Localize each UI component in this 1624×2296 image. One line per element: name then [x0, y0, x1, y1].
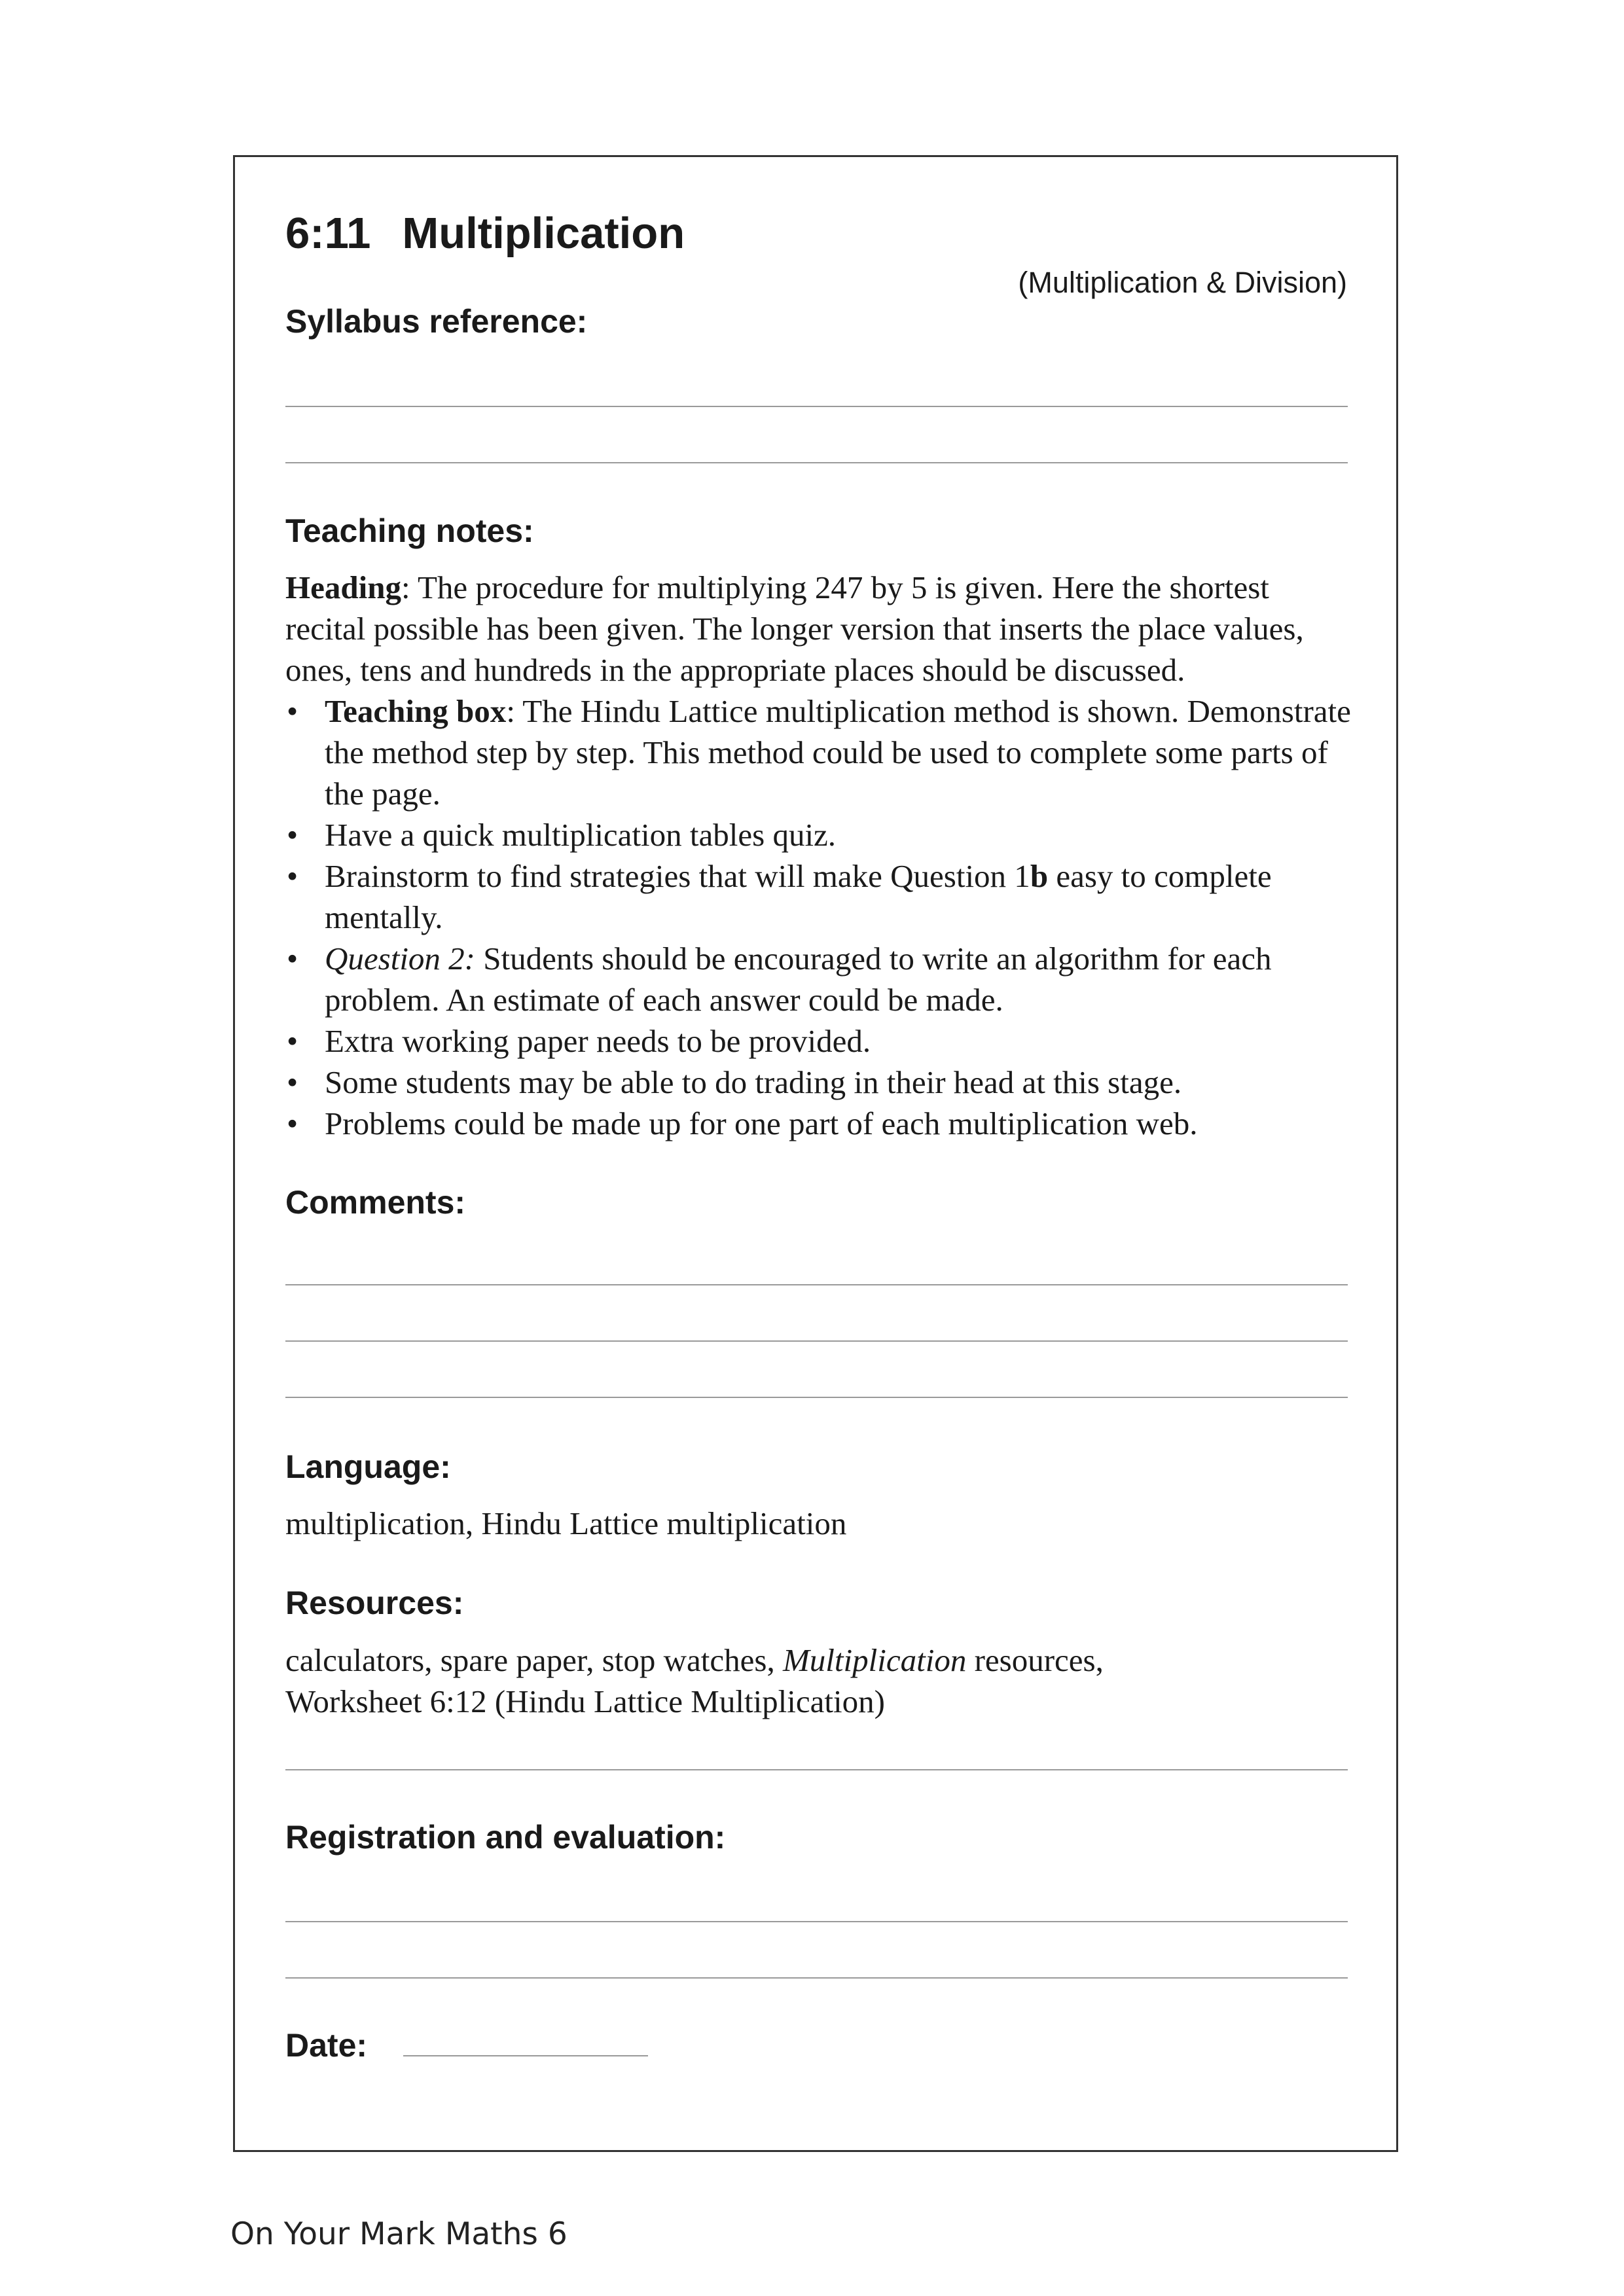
list-item — [285, 814, 1359, 855]
bullet-text: easy to complete mentally. — [325, 858, 1272, 935]
date-field-line — [403, 2055, 648, 2056]
resources-line2: Worksheet 6:12 (Hindu Lattice Multiplication) — [285, 1683, 885, 1719]
resources-heading: Resources: — [285, 1585, 464, 1621]
bullet-icon: • — [287, 1023, 298, 1059]
date-heading: Date: — [285, 2027, 368, 2064]
teaching-notes-list — [285, 691, 1359, 1144]
bullet-text: Brainstorm to find strategies that will make Question 1 — [325, 858, 1030, 894]
section-number: 6:11 — [285, 209, 371, 258]
bullet-text: Students should be encouraged to write an algorithm for each problem. An estimate of each answer could be made. — [325, 941, 1272, 1018]
syllabus-writing-line — [285, 406, 1348, 407]
syllabus-reference-heading: Syllabus reference: — [285, 303, 588, 340]
intro-bold-term: Heading — [285, 569, 401, 605]
page-title — [285, 208, 685, 259]
list-item — [285, 855, 1359, 938]
strand-subtitle: (Multiplication & Division) — [1018, 266, 1347, 299]
resources-line1: calculators, spare paper, stop watches, — [285, 1642, 783, 1678]
bullet-italic-term: Question 2: — [325, 941, 475, 977]
language-text: multiplication, Hindu Lattice multiplication — [285, 1505, 847, 1541]
bullet-icon: • — [287, 1105, 298, 1141]
bullet-text: Problems could be made up for one part of each multiplication web. — [325, 1105, 1198, 1141]
resources-text — [285, 1640, 1352, 1722]
list-item — [285, 938, 1359, 1020]
syllabus-writing-line — [285, 462, 1348, 463]
list-item — [285, 691, 1359, 814]
footer-book-title: On Your Mark Maths 6 — [230, 2216, 568, 2252]
bullet-text: Extra working paper needs to be provided. — [325, 1023, 871, 1059]
comments-writing-line — [285, 1397, 1348, 1398]
registration-evaluation-heading: Registration and evaluation: — [285, 1819, 726, 1856]
bullet-icon: • — [287, 817, 298, 853]
comments-heading: Comments: — [285, 1184, 466, 1221]
bullet-bold-term: b — [1030, 858, 1049, 894]
list-item — [285, 1062, 1359, 1103]
comments-writing-line — [285, 1340, 1348, 1342]
bullet-icon: • — [287, 1064, 298, 1100]
resources-italic-term: Multiplication — [782, 1642, 967, 1678]
registration-writing-line — [285, 1921, 1348, 1922]
comments-writing-line — [285, 1284, 1348, 1285]
bullet-icon: • — [287, 941, 298, 977]
teaching-notes-intro — [285, 567, 1352, 691]
bullet-icon: • — [287, 693, 298, 729]
registration-writing-line — [285, 1977, 1348, 1979]
bullet-text: : The Hindu Lattice multiplication method is shown. Demonstrate the method step by step. This method could be used to complete some parts of the page. — [325, 693, 1351, 812]
list-item — [285, 1020, 1359, 1062]
bullet-text: Some students may be able to do trading in their head at this stage. — [325, 1064, 1182, 1100]
intro-text: : The procedure for multiplying 247 by 5 is given. Here the shortest recital possible has been given. The longer version that inserts the place values, ones, tens and hundreds in the appropriate places should be discussed. — [285, 569, 1304, 688]
bullet-text: Have a quick multiplication tables quiz. — [325, 817, 837, 853]
resources-line1-end: resources, — [966, 1642, 1104, 1678]
section-title: Multiplication — [402, 209, 685, 258]
teaching-notes-heading: Teaching notes: — [285, 512, 534, 549]
bullet-icon: • — [287, 858, 298, 894]
language-heading: Language: — [285, 1448, 451, 1485]
resources-writing-line — [285, 1769, 1348, 1770]
bullet-bold-term: Teaching box — [325, 693, 507, 729]
list-item — [285, 1103, 1359, 1144]
